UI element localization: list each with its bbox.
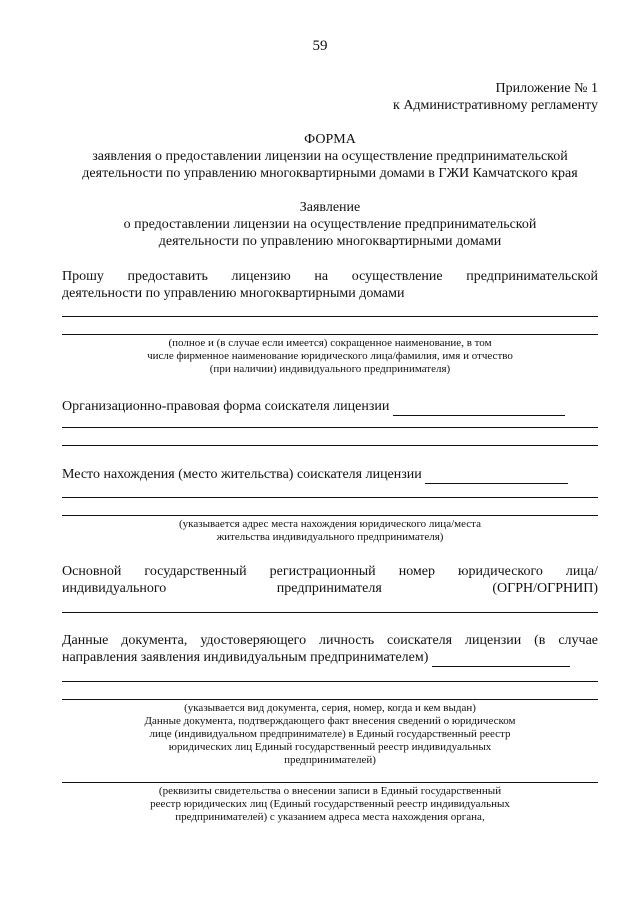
ogrn-line-2	[62, 580, 598, 597]
request-line-2: деятельности по управлению многоквартирными домами	[62, 286, 405, 301]
form-title	[40, 131, 620, 182]
ogrn-paragraph	[62, 563, 598, 597]
ogrn-word-2: предпринимателя	[276, 581, 382, 596]
registry-note-line-1: (реквизиты свидетельства о внесении записи в Единый государственный	[158, 785, 502, 797]
identity-field[interactable]	[432, 649, 570, 667]
ogrn-word-3: (ОГРН/ОГРНИП)	[492, 581, 598, 596]
registry-note	[62, 785, 598, 824]
identity-paragraph	[62, 632, 598, 667]
legal-form-row	[62, 398, 598, 416]
legal-form-line-2[interactable]	[62, 427, 598, 428]
identity-line-2: направления заявления индивидуальным предпринимателем)	[62, 650, 429, 665]
statement-title-line-3: деятельности по управлению многоквартирными домами	[158, 234, 502, 249]
request-paragraph	[62, 268, 598, 302]
name-note	[62, 337, 598, 376]
form-title-line-1: ФОРМА	[304, 132, 356, 147]
appendix-header	[393, 80, 598, 114]
location-field[interactable]	[425, 466, 568, 484]
request-line-1: Прошу предоставить лицензию на осуществление предпринимательской	[62, 269, 598, 284]
legal-form-line-3[interactable]	[62, 445, 598, 446]
document-note-line-1: (указывается вид документа, серия, номер, когда и кем выдан)	[184, 702, 476, 714]
statement-title-line-2: о предоставлении лицензии на осуществление предпринимательской	[123, 217, 537, 232]
document-note-line-4: юридических лиц Единый государственный реестр индивидуальных	[168, 741, 492, 753]
legal-form-field[interactable]	[393, 398, 565, 416]
name-note-line-2: числе фирменное наименование юридического лица/фамилия, имя и отчество	[147, 350, 513, 362]
location-row	[62, 466, 598, 484]
statement-title-line-1: Заявление	[299, 200, 361, 215]
form-title-line-2: заявления о предоставлении лицензии на осуществление предпринимательской	[92, 149, 568, 164]
location-line-2[interactable]	[62, 497, 598, 498]
location-label: Место нахождения (место жительства) соискателя лицензии	[62, 467, 422, 482]
location-line-3[interactable]	[62, 515, 598, 516]
document-note-line-3: лице (индивидуальном предпринимателе) в Единый государственный реестр	[149, 728, 511, 740]
address-note-line-2: жительства индивидуального предпринимателя)	[216, 531, 444, 543]
ogrn-word-1: индивидуального	[62, 581, 167, 596]
registry-note-line-3: предпринимателей) с указанием адреса места нахождения органа,	[175, 811, 485, 823]
legal-form-label: Организационно-правовая форма соискателя лицензии	[62, 399, 390, 414]
document-note-line-2: Данные документа, подтверждающего факт внесения сведений о юридическом	[144, 715, 516, 727]
registry-field-line[interactable]	[62, 782, 598, 783]
address-note	[62, 518, 598, 544]
appendix-line-2: к Административному регламенту	[393, 98, 598, 113]
name-note-line-3: (при наличии) индивидуального предпринимателя)	[209, 363, 451, 375]
identity-line-4[interactable]	[62, 699, 598, 700]
form-title-line-3: деятельности по управлению многоквартирными домами в ГЖИ Камчатского края	[82, 166, 578, 181]
ogrn-field-line[interactable]	[62, 612, 598, 613]
statement-title	[40, 199, 620, 250]
name-field-line-2[interactable]	[62, 334, 598, 335]
identity-line-1: Данные документа, удостоверяющего личность соискателя лицензии (в случае	[62, 633, 598, 648]
identity-line-3[interactable]	[62, 681, 598, 682]
name-field-line-1[interactable]	[62, 316, 598, 317]
ogrn-line-1: Основной государственный регистрационный номер юридического лица/	[62, 564, 598, 579]
document-note	[62, 702, 598, 767]
address-note-line-1: (указывается адрес места нахождения юридического лица/места	[179, 518, 481, 530]
name-note-line-1: (полное и (в случае если имеется) сокращенное наименование, в том	[168, 337, 492, 349]
registry-note-line-2: реестр юридических лиц (Единый государственный реестр индивидуальных	[150, 798, 510, 810]
appendix-line-1: Приложение № 1	[495, 81, 598, 96]
document-note-line-5: предпринимателей)	[284, 754, 376, 766]
page-number: 59	[312, 38, 328, 54]
